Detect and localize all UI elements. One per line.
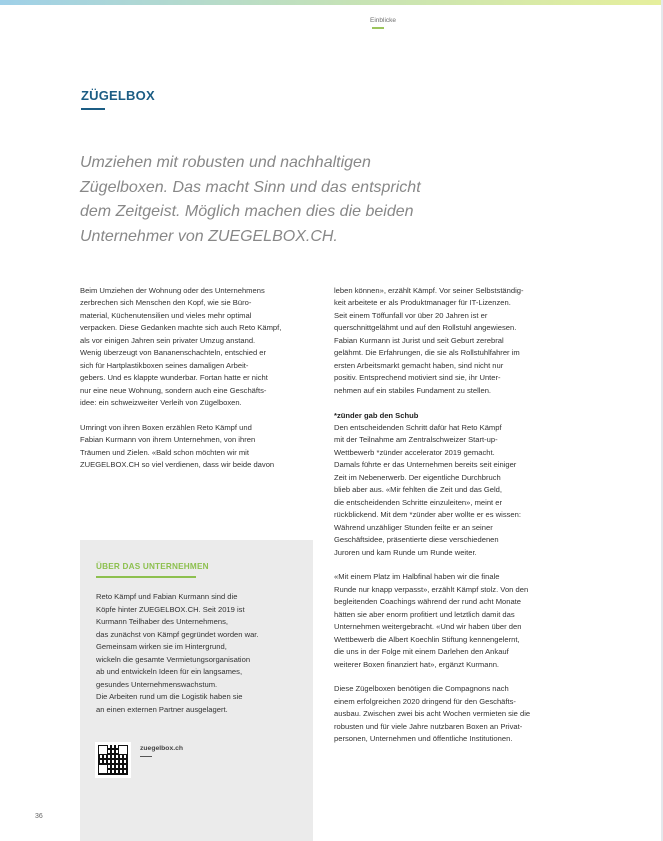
text-line: querschnittgelähmt und auf den Rollstuhl angewiesen. xyxy=(334,323,517,333)
info-box-text xyxy=(96,591,301,716)
text-line: nur eine neue Wohnung, sondern auch eine Geschäfts- xyxy=(80,385,267,395)
text-line: leben können», erzählt Kämpf. Vor seiner Selbstständig- xyxy=(334,286,524,295)
text-line: gebers. Und es klappte wunderbar. Fortan hatte er nicht xyxy=(80,373,268,383)
text-line: positiv. Entsprechend motiviert sind sie, ihr Unter- xyxy=(334,373,501,383)
text-line: Gemeinsam wirken sie im Hintergrund, xyxy=(96,642,227,651)
section-underline xyxy=(372,27,384,29)
text-line: blieb aber aus. «Mir fehlten die Zeit und das Geld, xyxy=(334,485,503,495)
text-line: keit arbeitete er als Produktmanager für IT-Lizenzen. xyxy=(334,298,511,308)
text-line: zerbrechen sich Menschen den Kopf, wie sie Büro- xyxy=(80,298,252,308)
paragraph xyxy=(334,422,574,559)
text-line: ausbau. Zwischen zwei bis acht Wochen vermieten sie die xyxy=(334,709,531,719)
text-line: Reto Kämpf und Fabian Kurmann sind die xyxy=(96,592,238,601)
text-line: Kurmann Teilhaber des Unternehmens, xyxy=(96,617,228,626)
lead-line: Umziehen mit robusten und nachhaltigen xyxy=(80,154,371,171)
text-column-right xyxy=(334,285,574,746)
text-line: verpacken. Diese Gedanken machte sich auch Reto Kämpf, xyxy=(80,323,282,333)
paragraph xyxy=(80,422,312,472)
text-column-left xyxy=(80,285,312,472)
text-line: mit der Teilnahme am Zentralschweizer Start-up- xyxy=(334,435,498,445)
text-line: rückblickend. Mit dem *zünder aber wollte er es wissen: xyxy=(334,510,521,520)
top-gradient-bar xyxy=(0,0,663,5)
text-line: Zeit im Nebenerwerb. Der eigentliche Durchbruch xyxy=(334,472,501,482)
paragraph xyxy=(80,285,312,410)
lead-line: dem Zeitgeist. Möglich machen dies die beiden xyxy=(80,203,414,220)
qr-code-icon[interactable] xyxy=(95,742,131,778)
company-info-box xyxy=(80,540,313,841)
text-line: material, Küchenutensilien und vieles mehr optimal xyxy=(80,310,252,320)
text-line: als vor einigen Jahren sein privater Umzug anstand. xyxy=(80,335,256,345)
text-line: die entscheidenden Schritte einzuleiten», meint er xyxy=(334,497,503,507)
text-line: weiterer Boxen finanziert hat», ergänzt Kurmann. xyxy=(334,659,500,669)
text-line: idee: ein schweizweiter Verleih von Zügelboxen. xyxy=(80,398,242,408)
text-line: sich für Hartplastikboxen seines damaligen Arbeit- xyxy=(80,360,249,370)
text-line: ersten Arbeitsmarkt gemacht haben, sind nicht nur xyxy=(334,360,504,370)
lead-line: Unternehmer von ZUEGELBOX.CH. xyxy=(80,227,338,245)
paragraph xyxy=(334,683,574,745)
text-line: Runde nur knapp verpasst», erzählt Kämpf stolz. Von den xyxy=(334,584,529,594)
text-line: einem erfolgreichen 2020 dringend für den Geschäfts- xyxy=(334,696,516,706)
text-line: Träumen und Zielen. «Bald schon möchten wir mit xyxy=(80,447,249,457)
text-line: personen, Unternehmen und öffentliche Institutionen. xyxy=(334,734,513,744)
text-line: Unternehmen weitergebracht. «Und wir haben über den xyxy=(334,622,522,632)
info-box-title: ÜBER DAS UNTERNEHMEN xyxy=(96,562,209,571)
text-line: Juroren und kam Runde um Runde weiter. xyxy=(334,547,477,557)
text-line: Köpfe hinter ZUEGELBOX.CH. Seit 2019 ist xyxy=(96,604,245,614)
text-line: ZUEGELBOX.CH so viel verdienen, dass wir beide davon xyxy=(80,460,275,470)
section-label: Einblicke xyxy=(370,17,397,24)
text-line: Umringt von ihren Boxen erzählen Reto Kämpf und xyxy=(80,422,252,432)
text-line: das zunächst von Kämpf gegründet worden war. xyxy=(96,629,259,639)
paragraph xyxy=(334,571,574,671)
paragraph xyxy=(334,285,574,397)
text-line: Fabian Kurmann von ihrem Unternehmen, von ihren xyxy=(80,435,256,445)
text-line: wickeln die gesamte Vermietungsorganisation xyxy=(96,654,251,664)
text-line: robusten und für viele Jahre nutzbaren Boxen an Privat- xyxy=(334,721,523,731)
text-line: begleitenden Coachings während der rund acht Monate xyxy=(334,597,522,607)
text-line: Den entscheidenden Schritt dafür hat Reto Kämpf xyxy=(334,422,502,432)
text-line: Seit einem Töffunfall vor über 20 Jahren ist er xyxy=(334,310,488,320)
text-line: Damals führte er das Unternehmen bereits seit einiger xyxy=(334,460,517,470)
text-line: Wettbewerb *zünder accelerator 2019 gemacht. xyxy=(334,447,495,457)
info-box-underline xyxy=(96,576,196,578)
text-line: nehmen auf ein stabiles Fundament zu stellen. xyxy=(334,385,492,395)
text-line: Beim Umziehen der Wohnung oder des Unternehmens xyxy=(80,286,265,295)
page-number: 36 xyxy=(35,813,43,820)
text-line: Wettbewerb die Albert Koechlin Stiftung kennengelernt, xyxy=(334,634,520,644)
text-line: gesundes Unternehmenswachstum. xyxy=(96,679,218,689)
lead-line: Zügelboxen. Das macht Sinn und das entspricht xyxy=(80,178,421,196)
text-line: Wenig überzeugt von Bananenschachteln, entschied er xyxy=(80,348,267,358)
article-lead xyxy=(80,151,480,249)
text-line: Während unzähliger Stunden feilte er an seiner xyxy=(334,522,493,532)
subheading: *zünder gab den Schub xyxy=(334,410,419,420)
text-line: an einen externen Partner ausgelagert. xyxy=(96,704,228,714)
text-line: «Mit einem Platz im Halbfinal haben wir die finale xyxy=(334,572,500,582)
text-line: Die Arbeiten rund um die Logistik haben sie xyxy=(96,692,243,701)
text-line: ab und entwickeln Ideen für ein langsames, xyxy=(96,667,243,676)
link-underline xyxy=(140,756,152,757)
text-line: Diese Zügelboxen benötigen die Compagnons nach xyxy=(334,684,509,694)
text-line: die uns in der Folge mit einem Darlehen den Ankauf xyxy=(334,647,509,657)
text-line: hätten sie aber enorm profitiert und letztlich damit das xyxy=(334,609,515,619)
website-link[interactable]: zuegelbox.ch xyxy=(140,745,184,752)
article-title: ZÜGELBOX xyxy=(81,88,155,103)
title-underline xyxy=(81,108,105,110)
text-line: gelähmt. Die Erfahrungen, die sie als Rollstuhlfahrer im xyxy=(334,348,520,358)
text-line: Fabian Kurmann ist Jurist und seit Geburt zerebral xyxy=(334,335,504,345)
text-line: Geschäftsidee, präsentierte diese verschiedenen xyxy=(334,535,499,545)
